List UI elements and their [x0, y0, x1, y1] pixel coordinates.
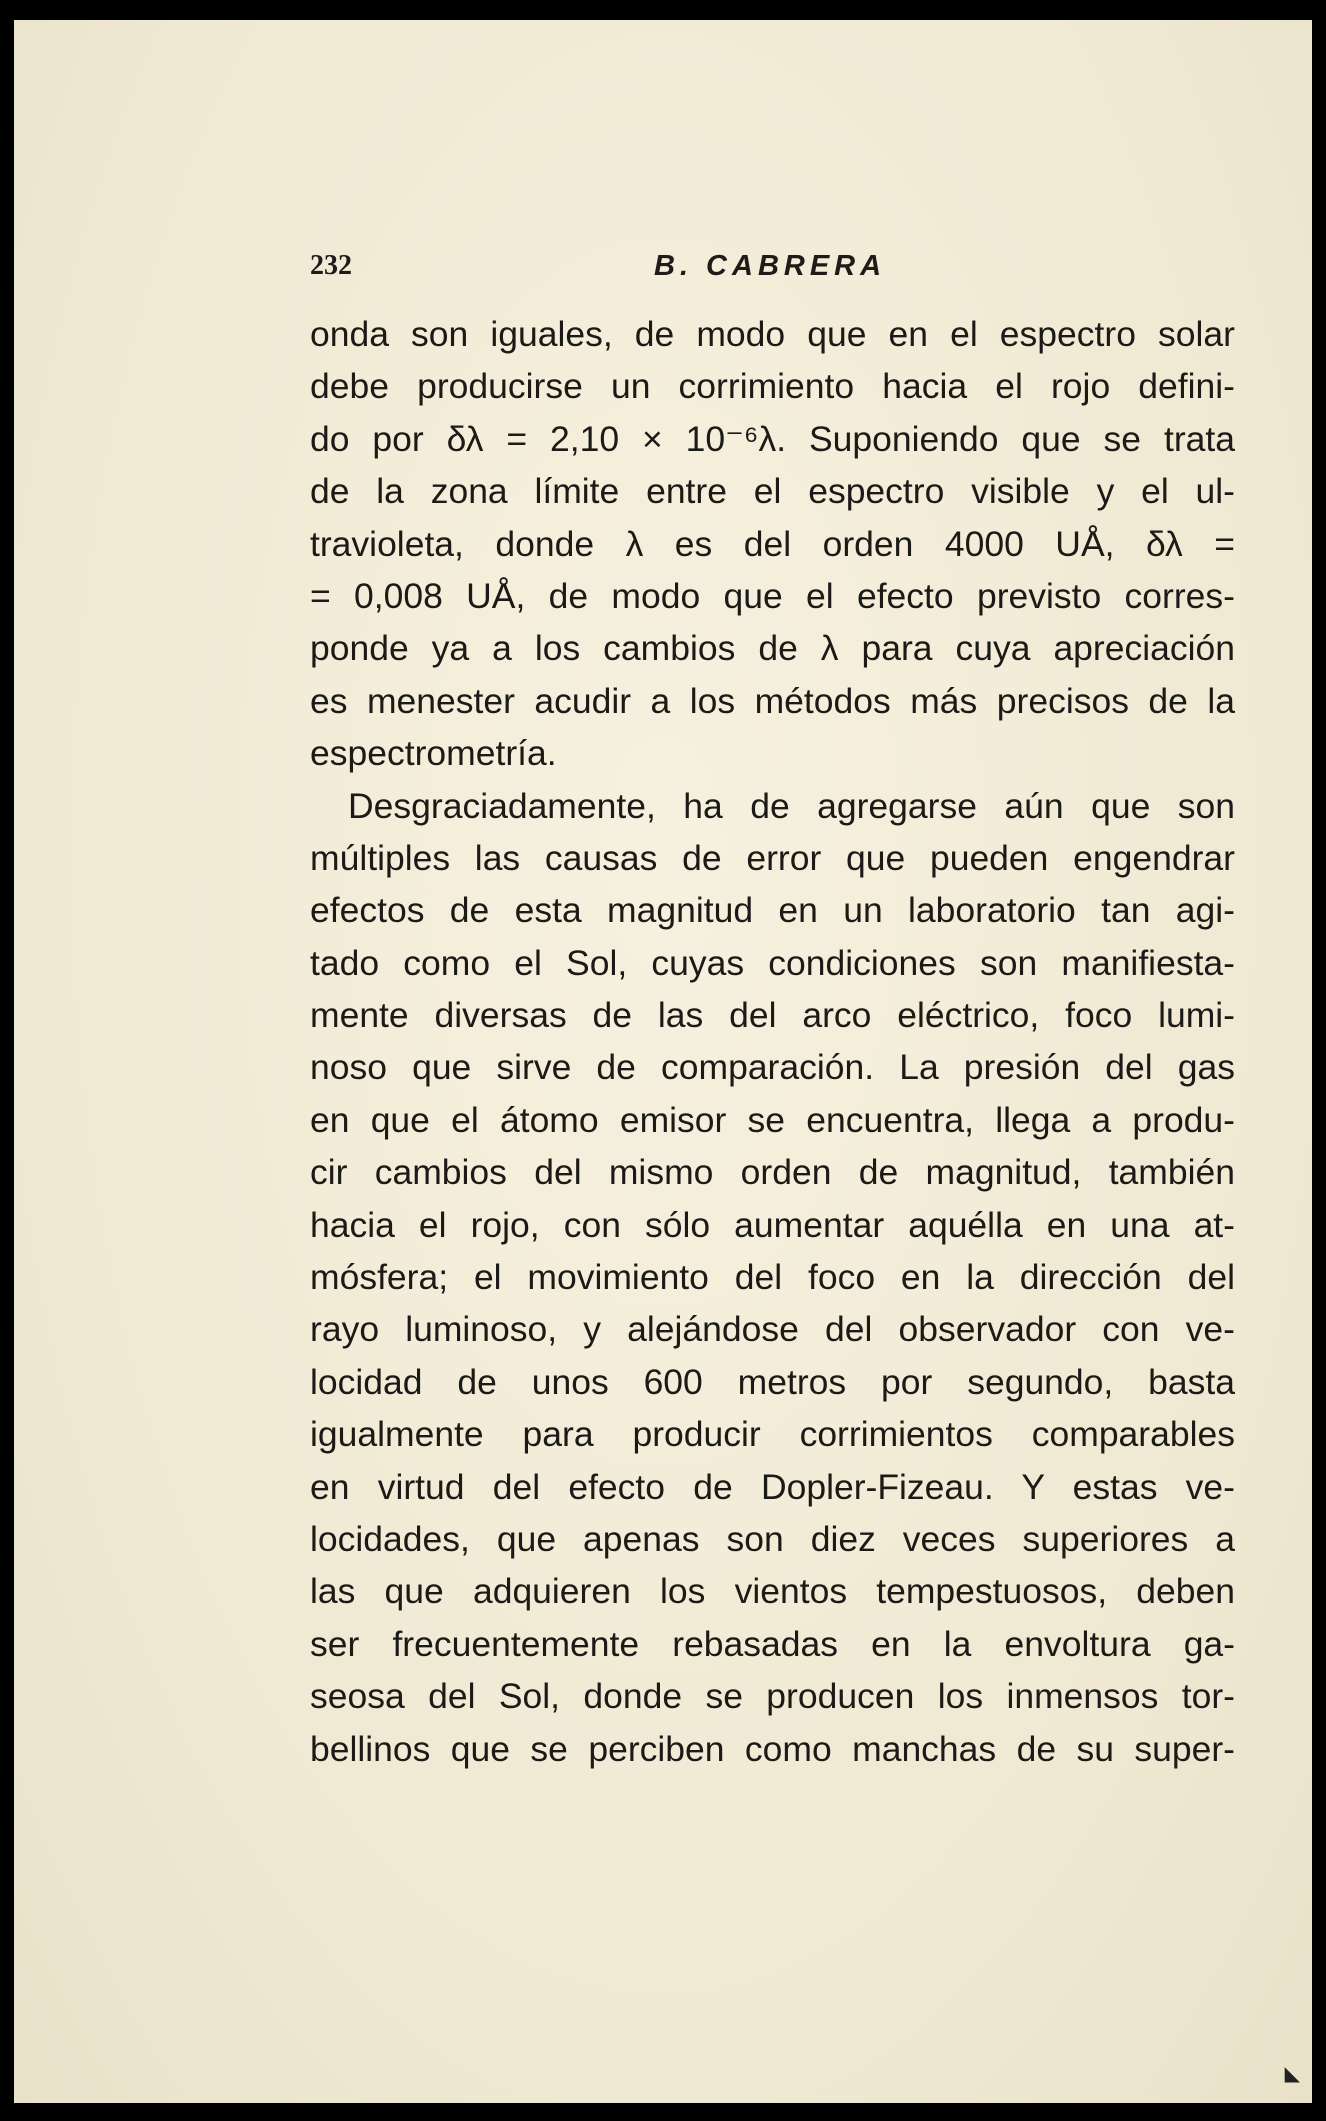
text-line: de la zona límite entre el espectro visible y el ul- — [310, 471, 1235, 512]
text-line: las que adquieren los vientos tempestuosos, deben — [310, 1571, 1235, 1612]
text-line: múltiples las causas de error que pueden engendrar — [310, 837, 1235, 878]
text-line: igualmente para producir corrimientos comparables — [310, 1414, 1235, 1455]
text-line: ser frecuentemente rebasadas en la envoltura ga- — [310, 1623, 1235, 1664]
running-head: B. CABRERA — [654, 250, 887, 282]
text-line: travioleta, donde λ es del orden 4000 UÅ, δλ = — [310, 523, 1235, 564]
text-line: seosa del Sol, donde se producen los inmensos tor- — [310, 1676, 1235, 1717]
text-line: en virtud del efecto de Dopler-Fizeau. Y estas ve- — [310, 1466, 1235, 1507]
text-line: onda son iguales, de modo que en el espectro solar — [310, 314, 1235, 354]
text-line: ponde ya a los cambios de λ para cuya apreciación — [310, 628, 1235, 669]
text-line: rayo luminoso, y alejándose del observador con ve- — [310, 1309, 1235, 1350]
page-number: 232 — [310, 250, 352, 281]
text-line: es menester acudir a los métodos más precisos de la — [310, 680, 1235, 721]
page-header — [310, 250, 1250, 290]
text-line: do por δλ = 2,10 × 10⁻⁶λ. Suponiendo que se trata — [310, 418, 1235, 459]
text-line: noso que sirve de comparación. La presión del gas — [310, 1047, 1235, 1088]
text-line: mente diversas de las del arco eléctrico, foco lumi- — [310, 995, 1235, 1036]
body-text — [310, 308, 1235, 1775]
text-line: tado como el Sol, cuyas condiciones son manifiesta- — [310, 942, 1235, 983]
text-line: en que el átomo emisor se encuentra, llega a produ- — [310, 1099, 1235, 1140]
text-line: bellinos que se perciben como manchas de su super- — [310, 1728, 1235, 1769]
text-line: = 0,008 UÅ, de modo que el efecto previsto corres- — [310, 575, 1235, 616]
text-line: cir cambios del mismo orden de magnitud, también — [310, 1152, 1235, 1193]
text-line: locidad de unos 600 metros por segundo, basta — [310, 1361, 1235, 1402]
text-line: Desgraciadamente, ha de agregarse aún que son — [348, 785, 1235, 826]
text-line: espectrometría. — [310, 733, 557, 774]
text-line: debe producirse un corrimiento hacia el rojo defini- — [310, 366, 1235, 407]
text-line: locidades, que apenas son diez veces superiores a — [310, 1518, 1235, 1559]
text-line: hacia el rojo, con sólo aumentar aquélla en una at- — [310, 1204, 1235, 1245]
scan-mark-icon: ◣ — [1284, 2061, 1300, 2085]
text-line: efectos de esta magnitud en un laboratorio tan agi- — [310, 890, 1235, 931]
text-line: mósfera; el movimiento del foco en la dirección del — [310, 1257, 1235, 1298]
